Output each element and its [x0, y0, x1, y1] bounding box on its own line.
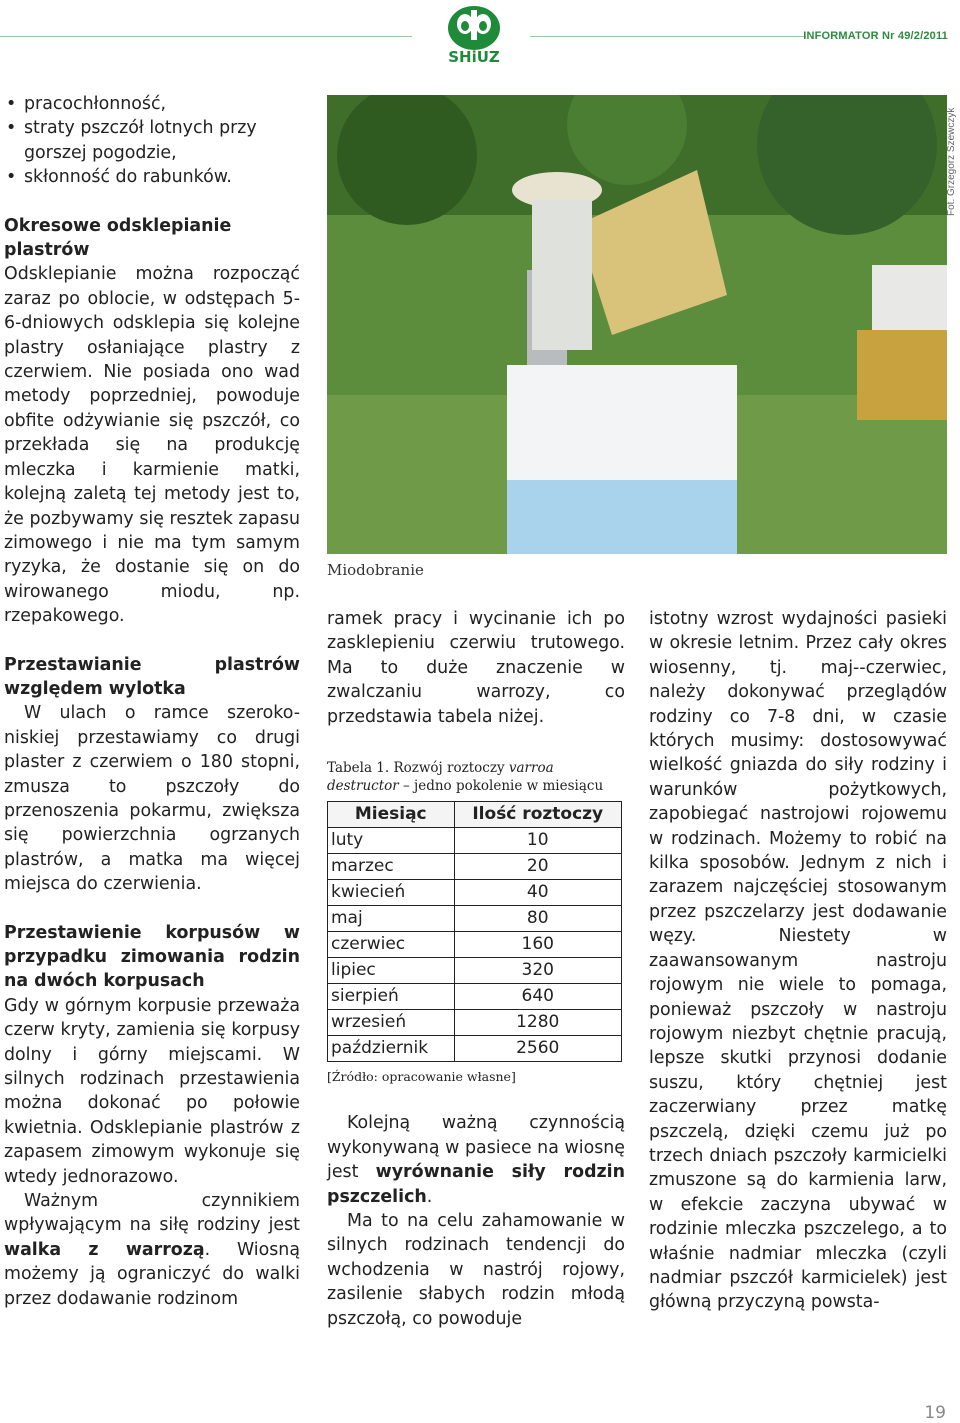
shiuz-logo — [441, 2, 507, 72]
section-heading: Przestawienie korpusów w przypadku zimowania rodzin na dwóch korpusach — [4, 922, 300, 992]
table-row: lipiec 320 — [328, 958, 622, 984]
paragraph: ramek pracy i wycinanie ich po zasklepieniu czerwiu trutowego. Ma to duże znaczenie w zwalczaniu warrozy, co przedstawia tabela niżej. — [327, 609, 625, 727]
table-header: Ilość roztoczy — [454, 802, 622, 828]
table-source: [Źródło: opracowanie własne] — [327, 1069, 516, 1085]
table-row: czerwiec 160 — [328, 932, 622, 958]
table-row: luty 10 — [328, 828, 622, 854]
table-header: Miesiąc — [328, 802, 455, 828]
column-3 — [649, 607, 947, 1315]
bullet-list — [4, 92, 300, 190]
table-row: październik 2560 — [328, 1036, 622, 1062]
paragraph: Ważnym czynnikiem wpływającym na siłę rodziny jest walka z warrozą. Wiosną możemy ją ograniczyć do walki przez dodawanie rodzinom — [4, 1191, 300, 1309]
table-row: maj 80 — [328, 906, 622, 932]
table-row: wrzesień 1280 — [328, 1010, 622, 1036]
table-row: sierpień 640 — [328, 984, 622, 1010]
table-row: marzec 20 — [328, 854, 622, 880]
section-heading: Okresowe odsklepianie plastrów — [4, 215, 232, 261]
paragraph: istotny wzrost wydajności pasieki w okresie letnim. Przez cały okres wiosenny, tj. maj--czerwiec, należy dokonywać przeglądów rodziny co 7-8 dni, w czasie których musimy: dostosowywać wielkość gniazda do siły rodziny i warunków pożytkowych, zapobiegać nastrojowi rojowemu w rodzinach. Możemy to robić na kilka sposobów. Jednym z nich i zarazem najczęściej stosowanym przez pszczelarzy jest dodawanie węzy. Niestety w zaawansowanym nastroju rojowym nie wiele to pomaga, ponieważ pszczoły w nastroju rojowym niezbyt chętnie pracują, lepsze skutki przynosi dodanie suszu, który chętniej jest zaczerwiany przez matkę pszczelą, dzięki czemu już po trzech dniach pszczoły karmicielki zmuszone są do karmienia larw, w efekcie zaczyna ubywać w rodzinie mleczka pszczelego, a to właśnie nadmiar mleczka (czyli nadmiar pszczół karmicielek) jest główną przyczyną powsta- — [649, 609, 947, 1313]
table-row: kwiecień 40 — [328, 880, 622, 906]
list-item: • straty pszczół lotnych przy gorszej pogodzie, — [24, 116, 300, 165]
emphasis: wyrównanie siły rodzin pszczelich — [327, 1162, 625, 1207]
page-number: 19 — [924, 1403, 946, 1423]
header-rule-right — [530, 36, 806, 37]
list-item: • skłonność do rabunków. — [24, 165, 300, 189]
photo-credit: Fot. Grzegorz Szewczyk — [946, 107, 957, 216]
column-1 — [4, 92, 300, 1311]
emphasis: walka z warrozą — [4, 1239, 205, 1260]
photo-caption: Miodobranie — [327, 561, 424, 579]
paragraph: W ulach o ramce szeroko-niskiej przestawiamy co drugi plaster z czerwiem o 180 stopni, zmusza to pszczoły do przenoszenia pokarmu, zwiększa się powierzchnia ogrzanych plastrów, a matka ma więcej miejsca do czerwienia. — [4, 703, 300, 895]
issue-label: INFORMATOR Nr 49/2/2011 — [803, 30, 948, 42]
paragraph: Gdy w górnym korpusie przeważa czerw kryty, zamienia się korpusy dolny i górny miejscami. W silnych rodzinach przestawienia można dokonać po połowie kwietnia. Odsklepianie plastrów z zapasem zimowym wykonuje się wtedy jednorazowo. — [4, 995, 300, 1187]
beekeeper-photo — [327, 95, 947, 554]
header-rule-left — [0, 36, 412, 37]
section-heading: Przestawianie plastrów względem wylotka — [4, 654, 300, 699]
column-2 — [327, 607, 625, 1331]
table-caption: Tabela 1. Rozwój roztoczy varroa destructor – jedno pokolenie w miesiącu — [327, 760, 604, 795]
logo-text: SHiUZ — [448, 48, 500, 66]
paragraph: Odsklepianie można rozpocząć zaraz po oblocie, w odstępach 5-6-dniowych odsklepia się kolejne plastry osłaniające plastry z czerwiem. Nie posiada ono wad metody poprzedniej, powoduje obfite odżywianie się pszczół, co przekłada się na produkcję mleczka i karmienie matki, kolejną zaletą tej metody jest to, że pozbywamy się resztek zapasu zimowego i nie ma tym samym ryzyka, że dostanie się on do wirowanego miodu, np. rzepakowego. — [4, 264, 300, 627]
list-item: • pracochłonność, — [24, 92, 300, 116]
varroa-table — [327, 801, 622, 1062]
paragraph: Ma to na celu zahamowanie w silnych rodzinach tendencji do wchodzenia w nastrój rojowy, zasilenie słabych rodzin młodą pszczołą, co powoduje — [327, 1211, 625, 1329]
paragraph: Kolejną ważną czynnością wykonywaną w pasiece na wiosnę jest wyrównanie siły rodzin pszczelich. — [327, 1113, 625, 1207]
